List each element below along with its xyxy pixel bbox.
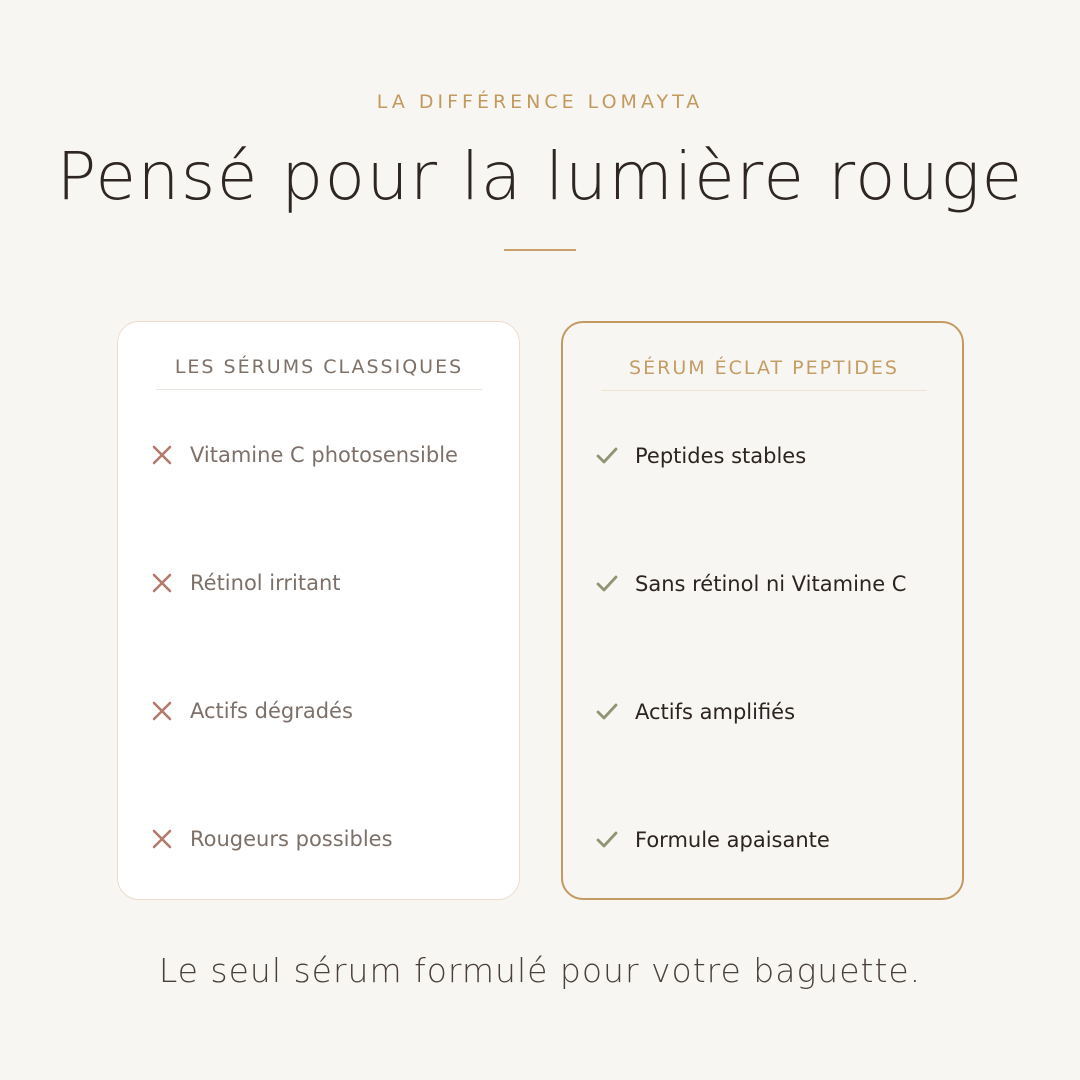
peptide-serum-card [561,321,964,900]
cross-icon [150,443,174,467]
classic-item-label: Actifs dégradés [190,699,353,723]
classic-item [150,824,393,854]
footer-tagline: Le seul sérum formulé pour votre baguette. [158,951,922,990]
peptide-serum-heading: SÉRUM ÉCLAT PEPTIDES [601,357,927,391]
cross-icon [150,827,174,851]
page-title: Pensé pour la lumière rouge [56,138,1024,215]
peptide-item [595,825,830,855]
peptide-item [595,569,906,599]
cross-icon [150,699,174,723]
classic-item [150,440,458,470]
classic-item-label: Rougeurs possibles [190,827,393,851]
classic-item-label: Vitamine C photosensible [190,443,458,467]
eyebrow-label: LA DIFFÉRENCE LOMAYTA [376,91,704,113]
check-icon [595,444,619,468]
classic-serums-heading: LES SÉRUMS CLASSIQUES [156,356,482,390]
peptide-item [595,441,806,471]
classic-item-label: Rétinol irritant [190,571,341,595]
classic-item [150,568,341,598]
peptide-item-label: Formule apaisante [635,828,830,852]
classic-item [150,696,353,726]
peptide-item-label: Sans rétinol ni Vitamine C [635,572,907,596]
peptide-item [595,697,795,727]
peptide-item-label: Actifs amplifiés [635,700,796,724]
peptide-item-label: Peptides stables [635,444,807,468]
cross-icon [150,571,174,595]
check-icon [595,700,619,724]
check-icon [595,828,619,852]
title-divider [504,249,576,251]
classic-serums-card [117,321,520,900]
check-icon [595,572,619,596]
